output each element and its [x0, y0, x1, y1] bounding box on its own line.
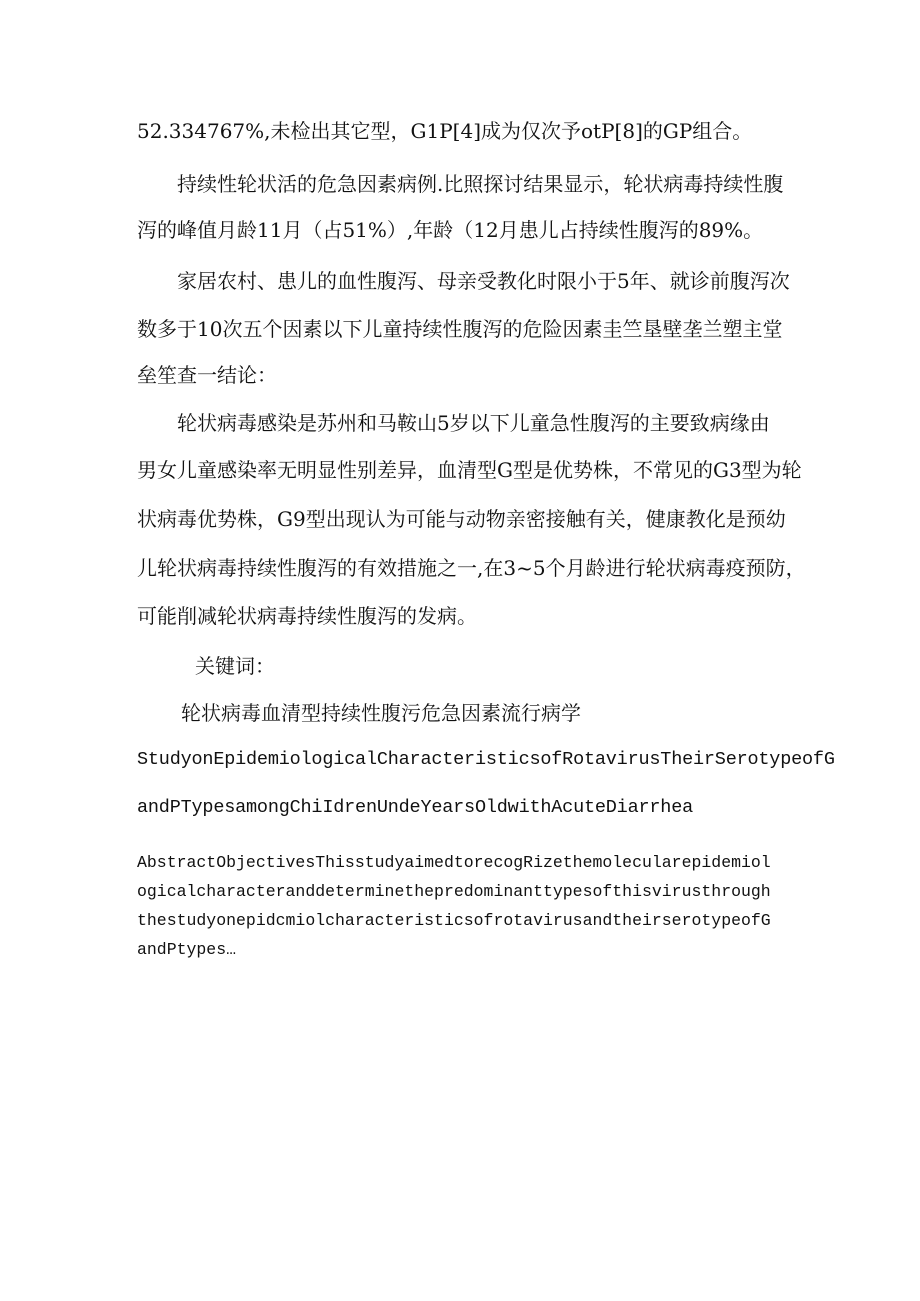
- abstract-line-3: thestudyonepidcmiolcharacteristicsofrotavirusandtheirserotypeofG: [137, 911, 771, 930]
- abstract-line-1: AbstractObjectivesThisstudyaimedtorecogRizethemolecularepidemiol: [137, 853, 771, 872]
- paragraph-4-line-2: 男女儿童感染率无明显性别差异，血清型G型是优势株，不常见的G3型为轮: [137, 458, 802, 482]
- paragraph-1-line-1: 52.334767%,未检出其它型，G1P[4]成为仅次予otP[8]的GP组合。: [137, 119, 753, 143]
- paragraph-4-line-3: 状病毒优势株，G9型出现认为可能与动物亲密接触有关，健康教化是预幼: [137, 507, 786, 531]
- paragraph-4-line-4: 儿轮状病毒持续性腹泻的有效措施之一,在3~5个月龄进行轮状病毒疫预防，: [137, 556, 806, 580]
- keywords-value: 轮状病毒血清型持续性腹污危急因素流行病学: [181, 701, 581, 725]
- paragraph-2-line-1: 持续性轮状活的危急因素病例.比照探讨结果显示，轮状病毒持续性腹: [177, 172, 784, 196]
- paragraph-3-line-3: 垒笙查一结论：: [137, 363, 277, 387]
- paragraph-2-line-2: 泻的峰值月龄11月（占51%）,年龄（12月患儿占持续性腹泻的89%。: [137, 218, 764, 242]
- abstract-line-2: ogicalcharacteranddeterminethepredominanttypesofthisvirusthrough: [137, 882, 771, 901]
- paragraph-3-line-1: 家居农村、患儿的血性腹泻、母亲受教化时限小于5年、就诊前腹泻次: [177, 269, 790, 293]
- keywords-label: 关键词：: [195, 654, 275, 678]
- paragraph-4-line-5: 可能削减轮状病毒持续性腹泻的发病。: [137, 604, 477, 628]
- paragraph-3-line-2: 数多于10次五个因素以下儿童持续性腹泻的危险因素圭竺垦壁垄兰塑主堂: [137, 317, 783, 341]
- paragraph-4-line-1: 轮状病毒感染是苏州和马鞍山5岁以下儿童急性腹泻的主要致病缘由: [177, 411, 770, 435]
- english-title-line-2: andPTypesamongChiIdrenUndeYearsOldwithAcuteDiarrhea: [137, 797, 693, 818]
- abstract-block: [137, 848, 797, 964]
- english-title-line-1: StudyonEpidemiologicalCharacteristicsofRotavirusTheirSerotypeofG: [137, 749, 835, 770]
- abstract-line-4: andPtypes…: [137, 940, 237, 959]
